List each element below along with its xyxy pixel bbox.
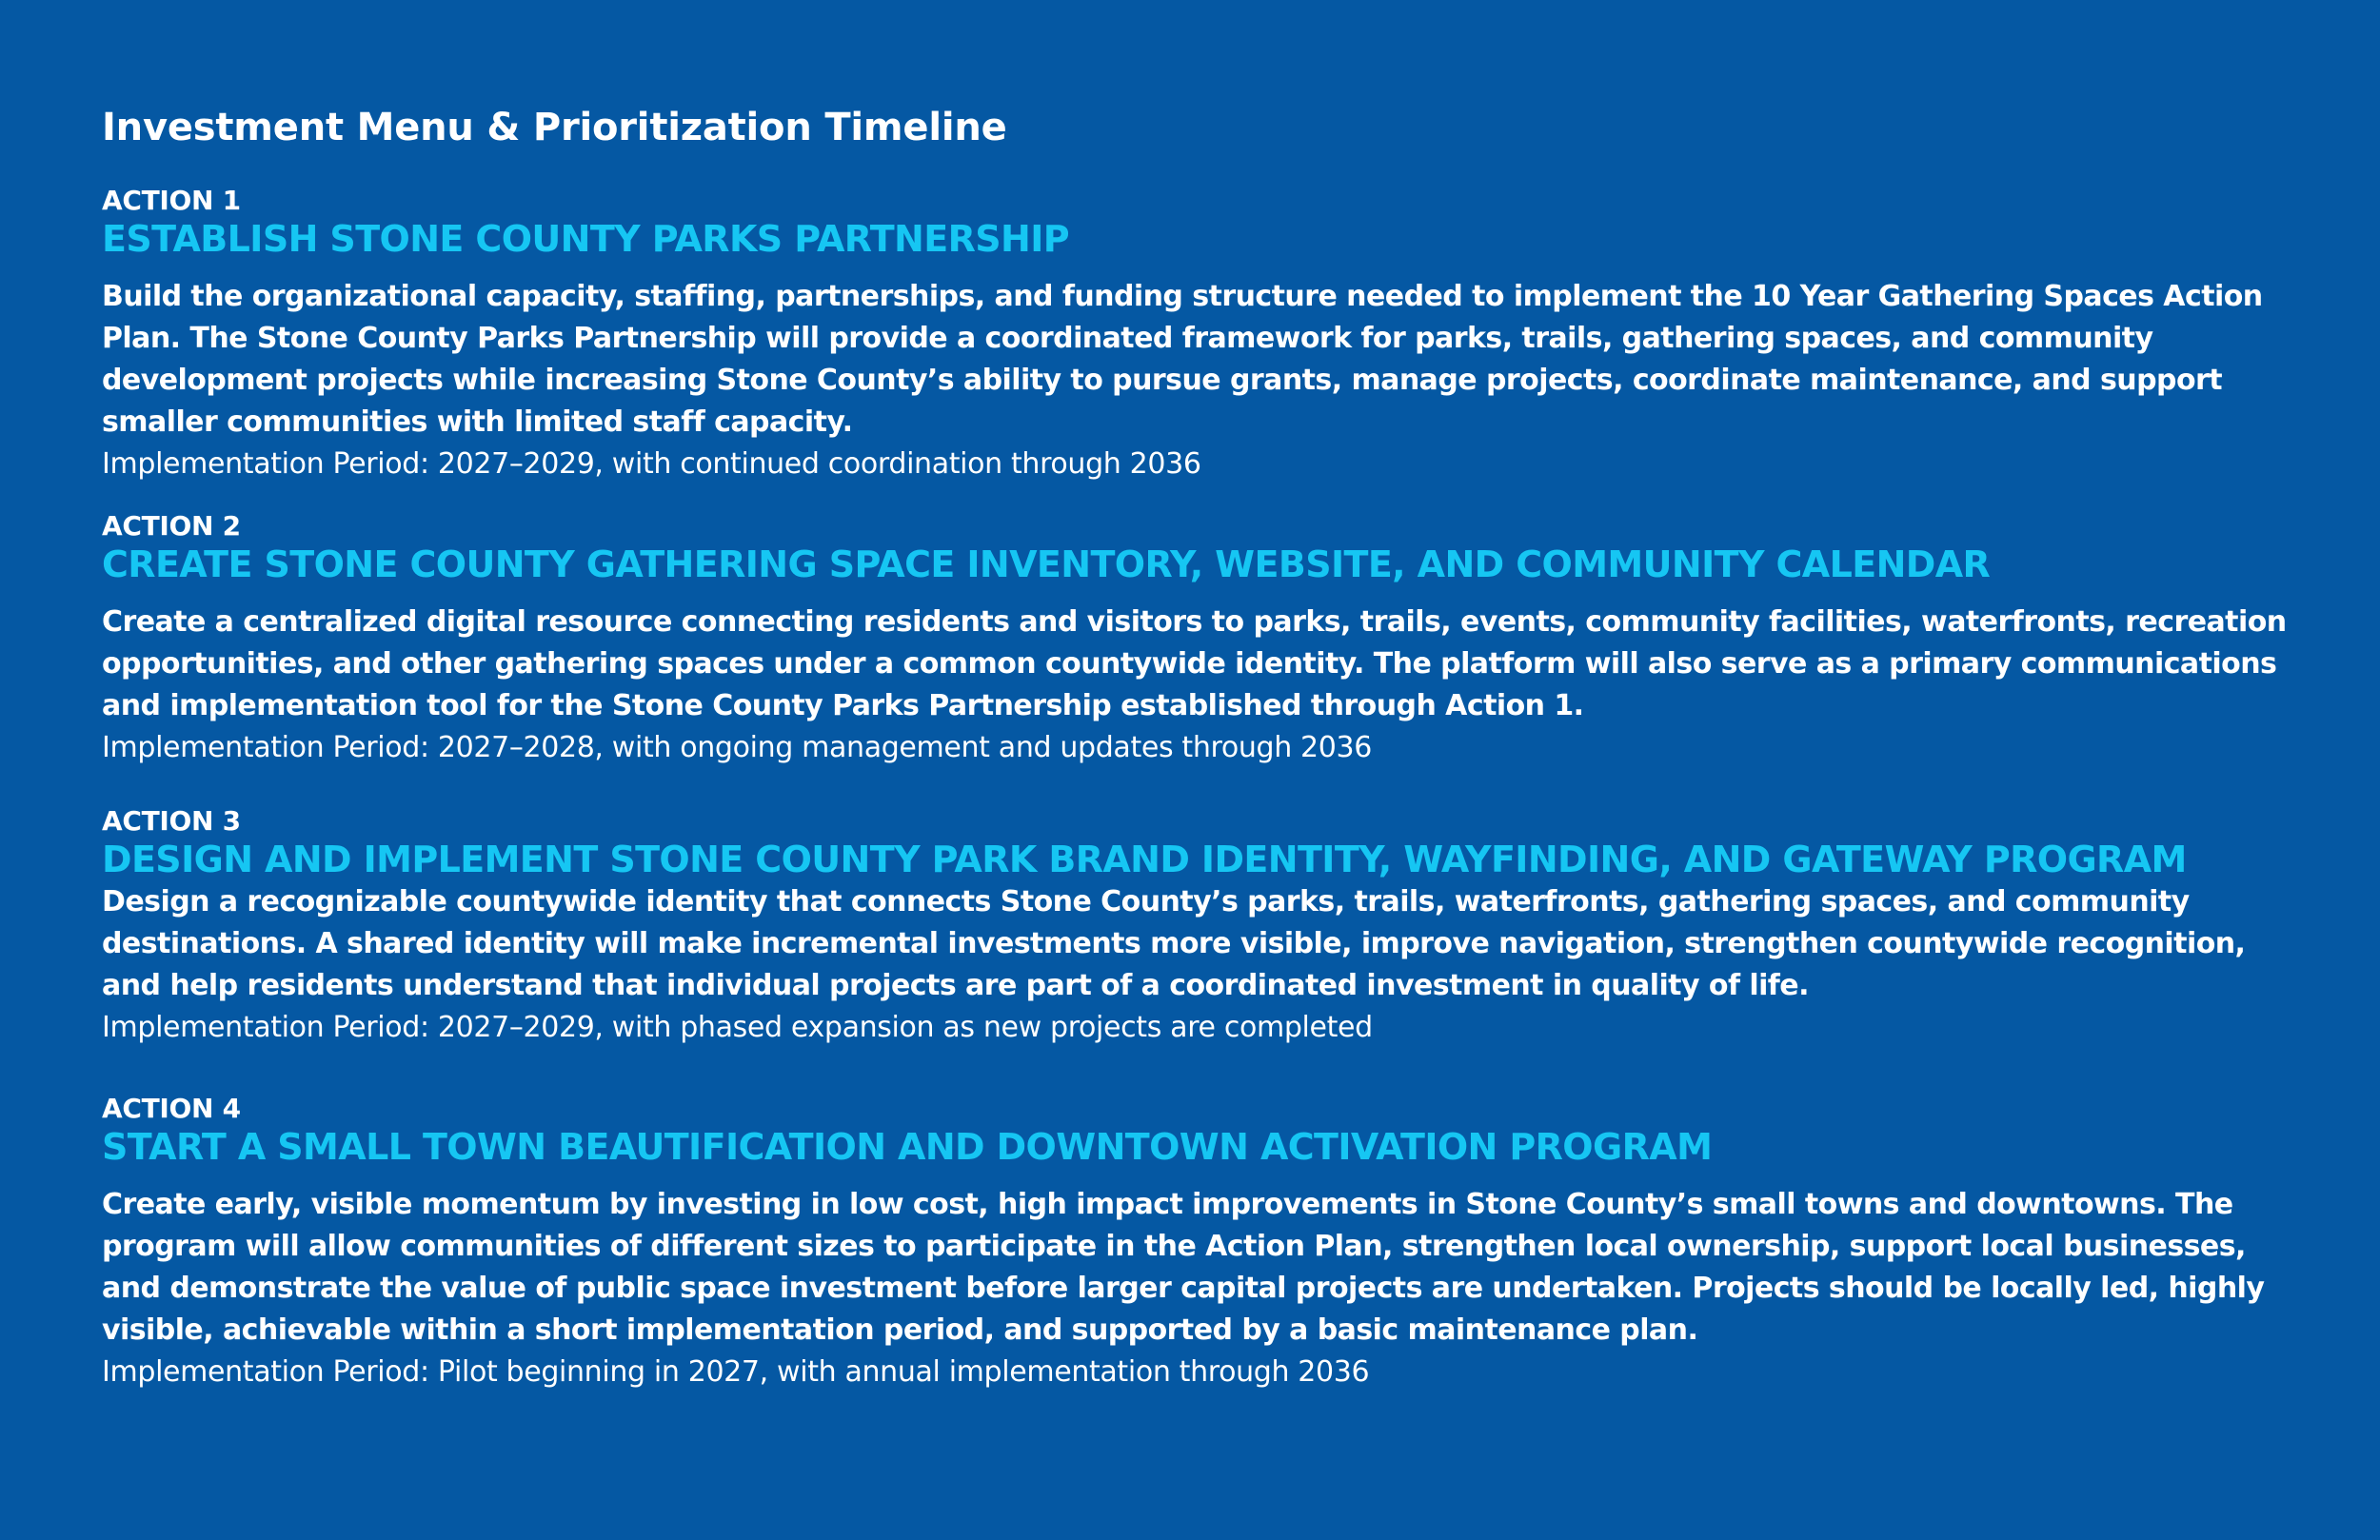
action-number: ACTION 4 [102, 1093, 241, 1124]
action-description: Create a centralized digital resource connecting residents and visitors to parks, trails, events, community facilities, waterfronts, recreation opportunities, and other gathering spaces under a common countywide identity. The platform will also serve as a primary communications and implementation tool for the Stone County Parks Partnership established through Action 1. [102, 605, 2287, 722]
implementation-period: Implementation Period: 2027–2029, with continued coordination through 2036 [102, 447, 1201, 481]
action-heading: START A SMALL TOWN BEAUTIFICATION AND DOWNTOWN ACTIVATION PROGRAM [102, 1126, 1713, 1168]
action-heading: ESTABLISH STONE COUNTY PARKS PARTNERSHIP [102, 218, 1070, 260]
action-description: Design a recognizable countywide identity that connects Stone County’s parks, trails, waterfronts, gathering spaces, and community destinations. A shared identity will make incremental investments more visible, improve navigation, strengthen countywide recognition, and help residents understand that individual projects are part of a coordinated investment in quality of life. [102, 885, 2246, 1002]
action-heading: CREATE STONE COUNTY GATHERING SPACE INVENTORY, WEBSITE, AND COMMUNITY CALENDAR [102, 543, 1991, 585]
action-4 [102, 1093, 2311, 1393]
implementation-period: Implementation Period: Pilot beginning in 2027, with annual implementation through 2036 [102, 1355, 1370, 1389]
implementation-period: Implementation Period: 2027–2028, with ongoing management and updates through 2036 [102, 731, 1372, 764]
action-1 [102, 185, 2311, 485]
action-number: ACTION 3 [102, 805, 241, 837]
action-heading: DESIGN AND IMPLEMENT STONE COUNTY PARK BRAND IDENTITY, WAYFINDING, AND GATEWAY PROGRAM [102, 839, 2187, 880]
action-description: Create early, visible momentum by investing in low cost, high impact improvements in Stone County’s small towns and downtowns. The program will allow communities of different sizes to participate in the Action Plan, strengthen local ownership, support local businesses, and demonstrate the value of public space investment before larger capital projects are undertaken. Projects should be locally led, highly visible, achievable within a short implementation period, and supported by a basic maintenance plan. [102, 1188, 2265, 1347]
action-3 [102, 805, 2311, 1049]
action-number: ACTION 1 [102, 185, 241, 216]
action-2 [102, 510, 2311, 769]
action-number: ACTION 2 [102, 510, 241, 542]
page-title: Investment Menu & Prioritization Timeline [102, 106, 1007, 149]
action-description: Build the organizational capacity, staffing, partnerships, and funding structure needed to implement the 10 Year Gathering Spaces Action Plan. The Stone County Parks Partnership will provide a coordinated framework for parks, trails, gathering spaces, and community development projects while increasing Stone County’s ability to pursue grants, manage projects, coordinate maintenance, and support smaller communities with limited staff capacity. [102, 280, 2263, 439]
implementation-period: Implementation Period: 2027–2029, with phased expansion as new projects are completed [102, 1011, 1373, 1044]
